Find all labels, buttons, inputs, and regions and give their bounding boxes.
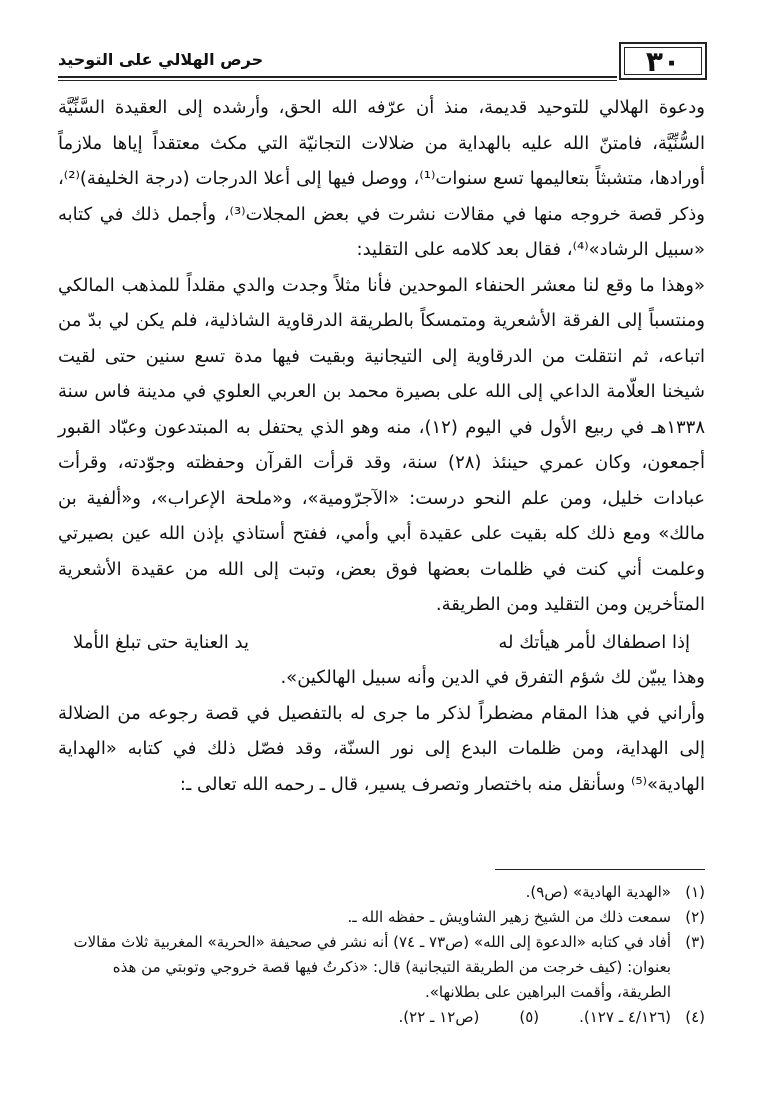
footnote-number: (٢) bbox=[685, 908, 705, 926]
paragraph-quote: «وهذا ما وقع لنا معشر الحنفاء الموحدين فأنا مثلاً وجدت والدي مقلداً للمذهب المالكي ومنتسباً إلى الفرقة الأشعرية ومتمسكاً بالطريقة الدرقاوية الشاذلية، فلم يكن لي بدّ من اتباعه، ثم انتقلت من الدرقاوية إلى التيجانية وبقيت فيها مدة تسع سنين حتى لقيت شيخنا العلّامة الداعي إلى الله على بصيرة محمد بن العربي العلوي في مدينة فاس سنة ١٣٣٨هـ في ربيع الأول في اليوم (١٢)، منه وهو الذي يحتفل به المبتدعون وعبّاد القبور أجمعون، وكان عمري حينئذ (٢٨) سنة، وقد قرأت القرآن وحفظته وجوّدته، وقرأت عبادات خليل، ومن علم النحو درست: «الآجرّومية»، و«ملحة الإعراب»، و«ألفية بن مالك» ومع ذلك كله بقيت على عقيدة أبي وأمي، ففتح أستاذي بإذن الله عين بصيرتي وعلمت أني كنت في ظلمات بعضها فوق بعض، وتبت إلى الله من عقيدة الأشعرية المتأخرين ومن التقليد ومن الطريقة. bbox=[58, 274, 705, 615]
header-rule bbox=[58, 76, 617, 78]
footnote-1 bbox=[58, 880, 705, 905]
paragraph-intro: ودعوة الهلالي للتوحيد قديمة، منذ أن عرّفه الله الحق، وأرشده إلى العقيدة السَّنِّيَّة السُّنِّيَّة، فامتنّ الله عليه بالهداية من ضلالات التجانيّة التي مكث معتقداً إياها ملازماً أورادها، متشبثاً بتعاليمها تسع سنوات⁽¹⁾، ووصل فيها إلى أعلا الدرجات (درجة الخليفة)⁽²⁾، وذكر قصة خروجه منها في مقالات نشرت في بعض المجلات⁽³⁾، وأجمل ذلك في كتابه «سبيل الرشاد»⁽⁴⁾، فقال بعد كلامه على التقليد: bbox=[58, 97, 706, 260]
footnote-text: سمعت ذلك من الشيخ زهير الشاويش ـ حفظه الله ـ. bbox=[347, 908, 671, 926]
footnotes bbox=[58, 880, 705, 1030]
paragraph-quote-end: وهذا يبيّن لك شؤم التفرق في الدين وأنه سبيل الهالكين». bbox=[280, 667, 705, 688]
footnote-3 bbox=[58, 930, 705, 1005]
verse-second-hemistich: يد العناية حتى تبلغ الأملا bbox=[73, 631, 249, 653]
footnote-2 bbox=[58, 905, 705, 930]
footnote-separator bbox=[495, 869, 705, 870]
footnote-text: «الهدية الهادية» (ص٩). bbox=[525, 883, 671, 901]
footnote-number: (٤) bbox=[685, 1008, 705, 1026]
header-rule-thin bbox=[58, 80, 617, 81]
footnote-5-text: (ص١٢ ـ ٢٢). bbox=[398, 1008, 480, 1026]
running-title: حرص الهلالي على التوحيد bbox=[58, 50, 264, 69]
paragraph-transition: وأراني في هذا المقام مضطراً لذكر ما جرى له بالتفصيل في قصة رجوعه من الضلالة إلى الهداية، ومن ظلمات البدع إلى نور السنّة، وقد فصّل ذلك في كتابه «الهداية الهادية»⁽⁵⁾ وسأنقل منه باختصار وتصرف يسير، قال ـ رحمه الله تعالى ـ: bbox=[58, 702, 705, 795]
footnote-number: (٣) bbox=[685, 933, 705, 951]
footnote-4-5 bbox=[58, 1005, 705, 1030]
footnote-text: (٤/١٢٦ ـ ١٢٧). bbox=[579, 1008, 671, 1026]
verse-first-hemistich: إذا اصطفاك لأمر هيأتك له bbox=[498, 631, 690, 653]
footnote-number: (١) bbox=[685, 883, 705, 901]
footnote-5-number: (٥) bbox=[519, 1008, 540, 1026]
page-number: ٣٠ bbox=[645, 45, 681, 78]
poetry-verse bbox=[58, 625, 705, 661]
footnote-text: أفاد في كتابه «الدعوة إلى الله» (ص٧٣ ـ ٧٤) أنه نشر في صحيفة «الحرية» المغربية ثلاث مقالات بعنوان: (كيف خرجت من الطريقة التيجانية) قال: «ذكرتُ فيها قصة خروجي وتوبتي من هذه الطريقة، وأقمت البراهين على بطلانها». bbox=[73, 933, 671, 1001]
page-number-frame bbox=[619, 42, 707, 80]
page-header bbox=[58, 40, 707, 80]
main-text bbox=[58, 90, 705, 802]
